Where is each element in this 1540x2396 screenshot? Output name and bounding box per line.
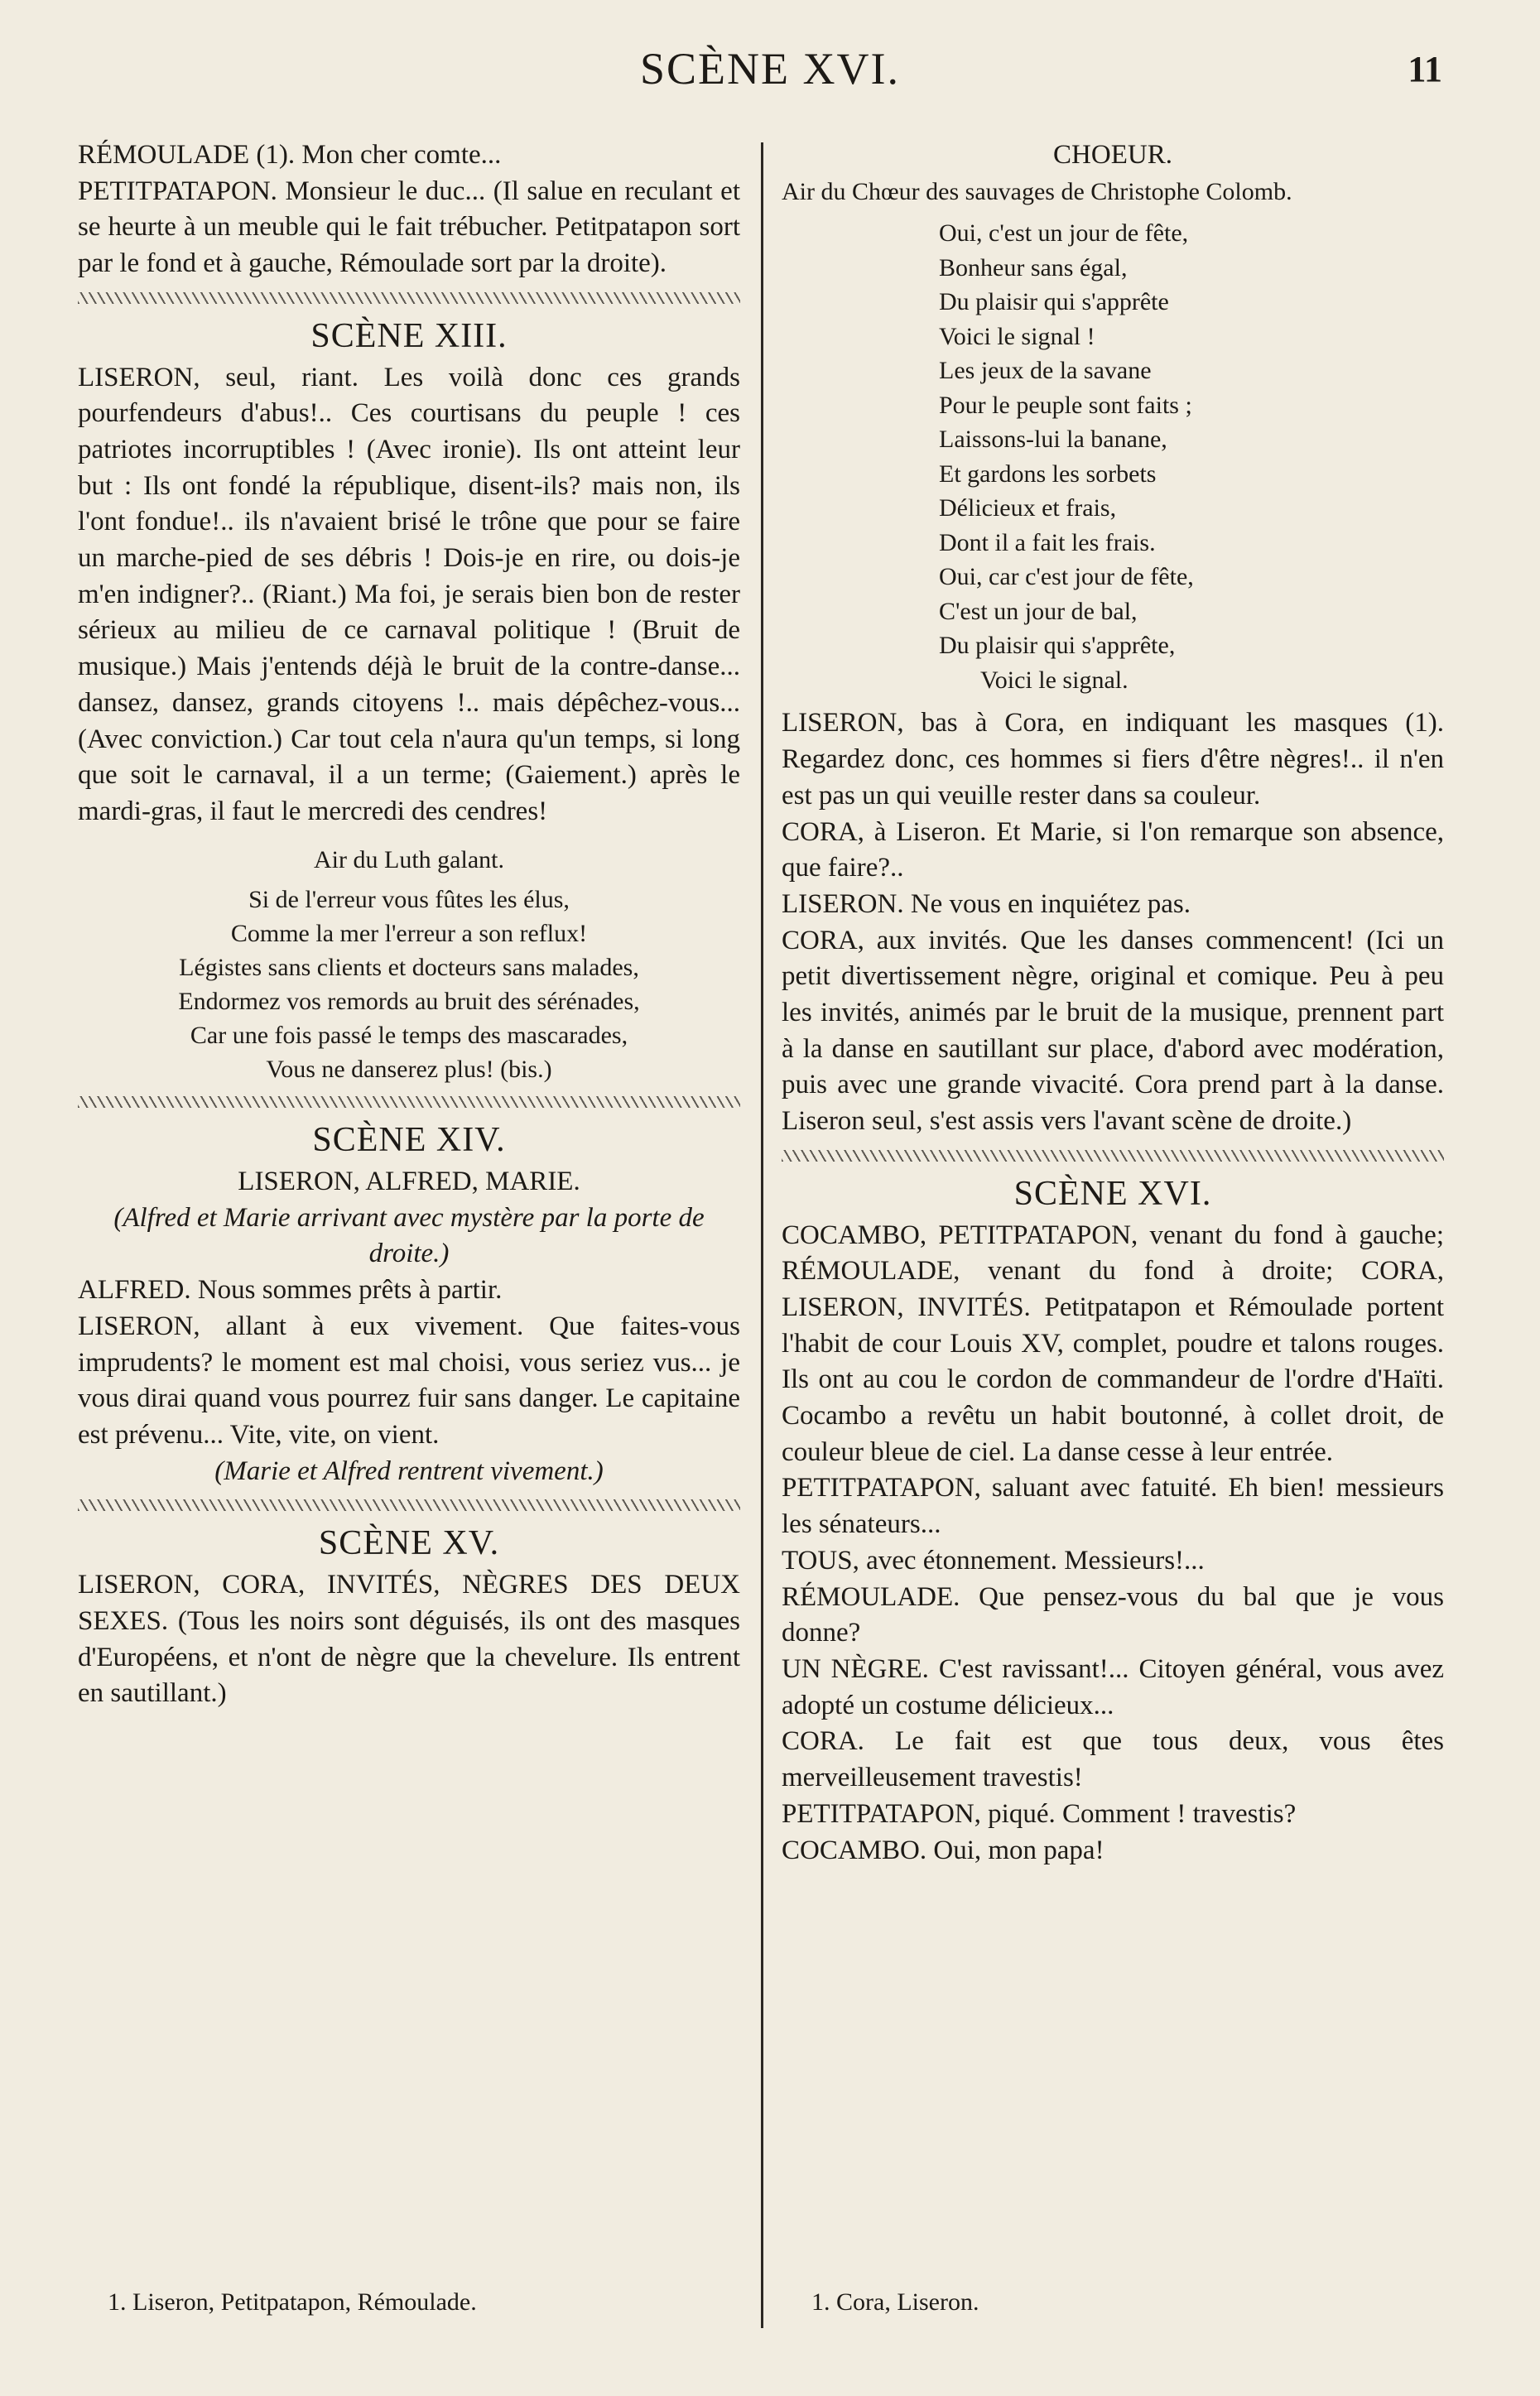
ornament-divider — [78, 1499, 740, 1511]
verse-line: Car une fois passé le temps des mascarades, — [190, 1022, 628, 1050]
right-column — [782, 137, 1444, 1869]
left-footnote: 1. Liseron, Petitpatapon, Rémoulade. — [108, 2288, 477, 2316]
verse-line: Légistes sans clients et docteurs sans malades, — [179, 954, 639, 982]
cora-dance-direction: CORA, aux invités. Que les danses commencent! (Ici un petit divertissement nègre, original et comique. Peu à peu les invités, animés par le bruit de la musique, prennent part à la danse en sautillant sur place, d'abord avec modération, puis avec une grande vivacité. Cora prend part à la danse. Liseron seul, s'est assis vers l'avant scène de droite.) — [782, 925, 1444, 1137]
scene-16-text: COCAMBO, PETITPATAPON, venant du fond à gauche; RÉMOULADE, venant du fond à droite; CORA, LISERON, INVITÉS. Petitpatapon et Rémoulade portent l'habit de cour Louis XV, complet, poudre et talons rouges. Ils ont au cou le cordon de commandeur de l'ordre d'Haïti. Cocambo a revêtu un habit boutonné, à collet droit, de couleur bleue de ciel. La danse cesse à leur entrée. — [782, 1220, 1444, 1467]
verse-line: Comme la mer l'erreur a son reflux! — [230, 920, 588, 948]
alfred-line: ALFRED. Nous sommes prêts à partir. — [78, 1275, 503, 1306]
petitpatapon-exit: PETITPATAPON. Monsieur le duc... (Il salue en reculant et se heurte à un meuble qui le fait trébucher. Petitpatapon sort par le fond et à gauche, Rémoulade sort par la droite). — [78, 176, 740, 279]
verse-line: Et gardons les sorbets — [939, 459, 1157, 488]
verse-line: Si de l'erreur vous fûtes les élus, — [248, 886, 570, 914]
air-sauvages: Air du Chœur des sauvages de Christophe Colomb. — [782, 177, 1292, 205]
right-footnote: 1. Cora, Liseron. — [811, 2288, 979, 2316]
liseron-reply: LISERON. Ne vous en inquiétez pas. — [782, 888, 1191, 919]
cocambo-line: COCAMBO. Oui, mon papa! — [782, 1835, 1104, 1865]
air-luth-galant: Air du Luth galant. — [314, 845, 504, 873]
verse-line: Délicieux et frais, — [939, 494, 1117, 522]
page-number: 11 — [1408, 49, 1442, 89]
verse-line: Oui, c'est un jour de fête, — [939, 219, 1189, 248]
verse-line: Les jeux de la savane — [939, 357, 1152, 385]
ornament-divider — [782, 1150, 1444, 1162]
cora-line: CORA. Le fait est que tous deux, vous êtes merveilleusement travestis! — [782, 1726, 1444, 1793]
verse-line: Pour le peuple sont faits ; — [939, 391, 1192, 419]
ornament-divider — [78, 1096, 740, 1108]
remoulade-line: RÉMOULADE. Que pensez-vous du bal que je vous donne? — [782, 1581, 1444, 1648]
right-verse — [782, 216, 1444, 697]
petitpatapon-line: PETITPATAPON, piqué. Comment ! travestis? — [782, 1798, 1297, 1829]
tous-line: TOUS, avec étonnement. Messieurs!... — [782, 1545, 1205, 1576]
ornament-divider — [78, 292, 740, 304]
verse-line: C'est un jour de bal, — [939, 597, 1138, 625]
left-verse — [78, 883, 740, 1086]
verse-line: Bonheur sans égal, — [939, 253, 1128, 281]
verse-line: Endormez vos remords au bruit des sérénades, — [178, 988, 640, 1016]
liseron-aside: LISERON, bas à Cora, en indiquant les masques (1). Regardez donc, ces hommes si fiers d'être nègres!.. il n'en est pas un qui veuille rester dans sa couleur. — [782, 708, 1444, 811]
scene-16-title: SCÈNE XVI. — [1013, 1174, 1212, 1213]
verse-line: Vous ne danserez plus! (bis.) — [266, 1056, 552, 1084]
left-column — [78, 137, 740, 1712]
verse-line: Voici le signal ! — [939, 322, 1095, 350]
scene-14-cast: LISERON, ALFRED, MARIE. — [238, 1167, 580, 1197]
scene-14-exit: (Marie et Alfred rentrent vivement.) — [214, 1455, 604, 1486]
verse-line: Dont il a fait les frais. — [939, 528, 1156, 556]
choeur-heading: CHOEUR. — [1053, 140, 1172, 170]
page-header — [0, 43, 1540, 101]
verse-line: Oui, car c'est jour de fête, — [939, 563, 1194, 591]
remoulade-line: RÉMOULADE (1). Mon cher comte... — [78, 140, 502, 170]
scene-13-title: SCÈNE XIII. — [310, 316, 508, 355]
scene-15-text: LISERON, CORA, INVITÉS, NÈGRES DES DEUX SEXES. (Tous les noirs sont déguisés, ils ont des masques d'Européens, et n'ont de nègre que la chevelure. Ils entrent en sautillant.) — [78, 1570, 740, 1709]
scene-14-title: SCÈNE XIV. — [312, 1121, 506, 1160]
verse-line: Voici le signal. — [980, 666, 1129, 694]
liseron-line: LISERON, allant à eux vivement. Que faites-vous imprudents? le moment est mal choisi, vous seriez vus... je vous dirai quand vous pourrez fuir sans danger. Le capitaine est prévenu... Vite, vite, on vient. — [78, 1311, 740, 1450]
negre-line: UN NÈGRE. C'est ravissant!... Citoyen général, vous avez adopté un costume délicieux... — [782, 1653, 1444, 1720]
verse-line: Du plaisir qui s'apprête, — [939, 632, 1176, 660]
cora-line: CORA, à Liseron. Et Marie, si l'on remarque son absence, que faire?.. — [782, 816, 1444, 883]
column-divider — [761, 142, 763, 2328]
scene-14-direction: (Alfred et Marie arrivant avec mystère par la porte de droite.) — [113, 1202, 705, 1269]
petitpatapon-line: PETITPATAPON, saluant avec fatuité. Eh bien! messieurs les sénateurs... — [782, 1473, 1444, 1540]
verse-line: Laissons-lui la banane, — [939, 426, 1167, 454]
scene-15-title: SCÈNE XV. — [318, 1524, 500, 1563]
running-title: SCÈNE XVI. — [640, 44, 900, 94]
verse-line: Du plaisir qui s'apprête — [939, 288, 1169, 316]
scene-13-monologue: LISERON, seul, riant. Les voilà donc ces grands pourfendeurs d'abus!.. Ces courtisans du peuple ! ces patriotes incorruptibles ! (Avec ironie). Ils ont atteint leur but : Ils ont fondé la république, disent-ils? mais non, ils l'ont fondue!.. ils n'avaient brisé le trône que pour se faire un marche-pied de ses débris ! Dois-je en rire, ou dois-je m'en indigner?.. (Riant.) Ma foi, je serais bien bon de rester sérieux au milieu de ce carnaval politique ! (Bruit de musique.) Mais j'entends déjà le bruit de la contre-danse... dansez, dansez, grands citoyens !.. mais dépêchez-vous... (Avec conviction.) Car tout cela n'aura qu'un temps, si long que soit le carnaval, il a un terme; (Gaiement.) après le mardi-gras, il faut le mercredi des cendres! — [78, 362, 740, 826]
